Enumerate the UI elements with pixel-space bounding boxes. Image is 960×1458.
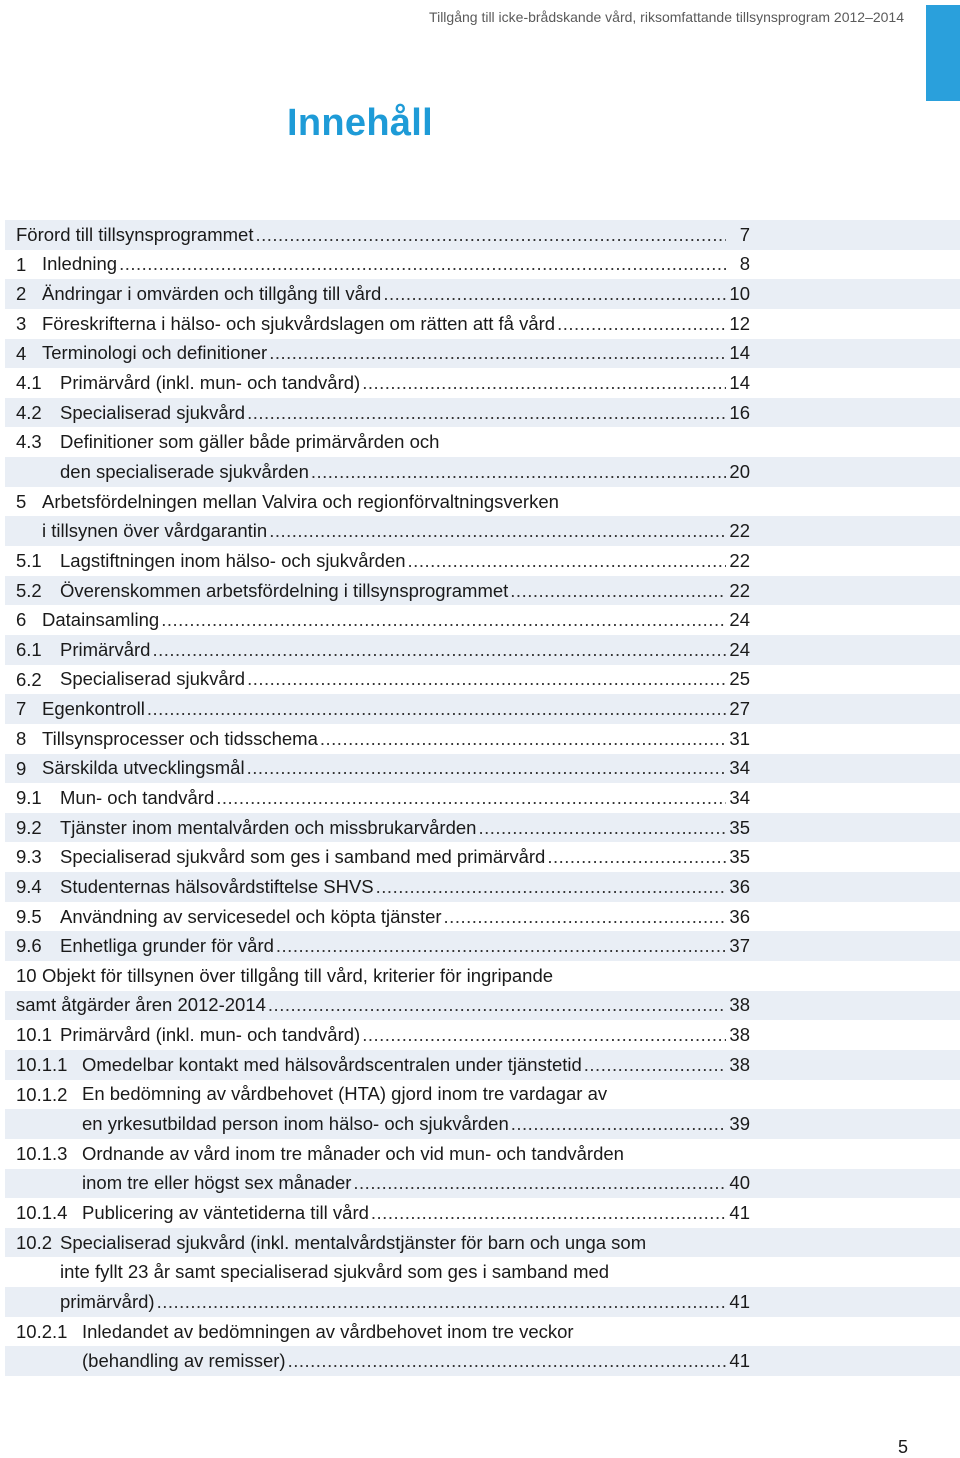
dot-leader bbox=[311, 461, 726, 483]
toc-page: 34 bbox=[729, 786, 750, 808]
toc-entry[interactable] bbox=[5, 635, 960, 665]
toc-entry[interactable] bbox=[5, 487, 960, 546]
toc-entry[interactable] bbox=[5, 250, 960, 280]
toc-title: Datainsamling bbox=[42, 609, 160, 631]
toc-line bbox=[5, 309, 960, 339]
dot-leader bbox=[362, 1024, 726, 1046]
toc-number: 8 bbox=[16, 727, 27, 749]
toc-number: 5.1 bbox=[16, 550, 42, 572]
toc-title: Ordnande av vård inom tre månader och vid mun- och tandvården bbox=[82, 1142, 624, 1164]
page-number: 5 bbox=[897, 1437, 908, 1457]
toc-entry[interactable] bbox=[5, 220, 960, 250]
toc-page: 35 bbox=[729, 846, 750, 868]
toc-title: Specialiserad sjukvård bbox=[60, 401, 246, 423]
toc-entry[interactable] bbox=[5, 576, 960, 606]
toc-line bbox=[5, 842, 960, 872]
toc-page: 22 bbox=[729, 579, 750, 601]
toc-title: Objekt för tillsynen över tillgång till vård, kriterier för ingripande bbox=[42, 964, 554, 986]
toc-line bbox=[5, 427, 960, 457]
toc-page: 22 bbox=[729, 520, 750, 542]
toc-line bbox=[5, 1287, 960, 1317]
toc-entry[interactable] bbox=[5, 724, 960, 754]
toc-number: 6.1 bbox=[16, 638, 42, 660]
dot-leader bbox=[161, 609, 726, 631]
dot-leader bbox=[247, 402, 726, 424]
toc-title: inom tre eller högst sex månader bbox=[82, 1172, 352, 1194]
toc-entry[interactable] bbox=[5, 783, 960, 813]
toc-number: 4.1 bbox=[16, 372, 42, 394]
dot-leader bbox=[269, 342, 726, 364]
dot-leader bbox=[362, 372, 726, 394]
toc-page: 25 bbox=[729, 668, 750, 690]
toc-number: 6.2 bbox=[16, 668, 42, 690]
toc-line bbox=[5, 1050, 960, 1080]
dot-leader bbox=[584, 1054, 726, 1076]
toc-number: 2 bbox=[16, 283, 27, 305]
toc-number: 10.2.1 bbox=[16, 1320, 68, 1342]
toc-entry[interactable] bbox=[5, 1317, 960, 1376]
dot-leader bbox=[408, 550, 726, 572]
dot-leader bbox=[353, 1172, 726, 1194]
toc-title: samt åtgärder åren 2012-2014 bbox=[16, 994, 266, 1016]
toc-entry[interactable] bbox=[5, 1020, 960, 1050]
toc-page: 14 bbox=[729, 372, 750, 394]
toc-number: 4.2 bbox=[16, 401, 42, 423]
dot-leader bbox=[376, 876, 726, 898]
toc-line bbox=[5, 1109, 960, 1139]
toc-title: Primärvård (inkl. mun- och tandvård) bbox=[60, 372, 361, 394]
toc-entry[interactable] bbox=[5, 842, 960, 872]
toc-number: 10 bbox=[16, 965, 37, 987]
toc-line bbox=[5, 339, 960, 369]
toc-page: 40 bbox=[729, 1172, 750, 1194]
toc-number: 10.1.4 bbox=[16, 1202, 68, 1224]
toc-page: 16 bbox=[729, 401, 750, 423]
toc-entry[interactable] bbox=[5, 754, 960, 784]
toc-title: Publicering av väntetiderna till vård bbox=[82, 1201, 369, 1223]
toc-line bbox=[5, 1257, 960, 1287]
toc-entry[interactable] bbox=[5, 665, 960, 695]
toc-line bbox=[5, 1020, 960, 1050]
toc-line bbox=[5, 872, 960, 902]
toc-title: inte fyllt 23 år samt specialiserad sjukvård som ges i samband med bbox=[60, 1261, 610, 1283]
toc-line bbox=[5, 961, 960, 991]
toc-entry[interactable] bbox=[5, 1080, 960, 1139]
toc-line bbox=[5, 368, 960, 398]
toc-page: 41 bbox=[729, 1290, 750, 1312]
toc-entry[interactable] bbox=[5, 694, 960, 724]
toc-title: Specialiserad sjukvård (inkl. mentalvårdstjänster för barn och unga som bbox=[60, 1231, 647, 1253]
toc-line bbox=[5, 1317, 960, 1347]
toc-number: 9.6 bbox=[16, 935, 42, 957]
toc-number: 1 bbox=[16, 253, 27, 275]
toc-page: 10 bbox=[729, 283, 750, 305]
toc-page: 38 bbox=[729, 1053, 750, 1075]
toc-number: 10.1 bbox=[16, 1024, 53, 1046]
toc-title: Enhetliga grunder för vård bbox=[60, 935, 274, 957]
toc-title: Studenternas hälsovårdstiftelse SHVS bbox=[60, 875, 374, 897]
toc-line bbox=[5, 1198, 960, 1228]
toc-line bbox=[5, 487, 960, 517]
toc-entry[interactable] bbox=[5, 931, 960, 961]
dot-leader bbox=[269, 520, 726, 542]
toc-line bbox=[5, 1080, 960, 1110]
toc-line bbox=[5, 457, 960, 487]
running-header: Tillgång till icke-brådskande vård, riksomfattande tillsynsprogram 2012–2014 bbox=[429, 9, 904, 25]
toc-line bbox=[5, 694, 960, 724]
toc-entry[interactable] bbox=[5, 309, 960, 339]
toc-entry[interactable] bbox=[5, 279, 960, 309]
toc-entry[interactable] bbox=[5, 813, 960, 843]
toc-title: en yrkesutbildad person inom hälso- och sjukvården bbox=[82, 1113, 509, 1135]
toc-line bbox=[5, 516, 960, 546]
dot-leader bbox=[119, 253, 726, 275]
toc-entry[interactable] bbox=[5, 902, 960, 932]
toc-number: 6 bbox=[16, 609, 27, 631]
dot-leader bbox=[247, 757, 726, 779]
toc-number: 10.1.3 bbox=[16, 1142, 68, 1164]
dot-leader bbox=[320, 728, 726, 750]
toc-entry[interactable] bbox=[5, 427, 960, 486]
toc-line bbox=[5, 1346, 960, 1376]
toc-title: Inledning bbox=[42, 253, 118, 275]
toc-title: Arbetsfördelningen mellan Valvira och regionförvaltningsverken bbox=[42, 490, 559, 512]
dot-leader bbox=[216, 787, 726, 809]
toc-page: 36 bbox=[729, 875, 750, 897]
toc-line bbox=[5, 665, 960, 695]
toc-line bbox=[5, 724, 960, 754]
dot-leader bbox=[147, 698, 726, 720]
toc-page: 24 bbox=[729, 609, 750, 631]
dot-leader bbox=[510, 580, 726, 602]
toc-page: 38 bbox=[729, 1024, 750, 1046]
toc-line bbox=[5, 783, 960, 813]
toc-page: 22 bbox=[729, 549, 750, 571]
dot-leader bbox=[152, 639, 726, 661]
toc-entry[interactable] bbox=[5, 1198, 960, 1228]
toc-line bbox=[5, 754, 960, 784]
toc-line bbox=[5, 635, 960, 665]
toc-page: 34 bbox=[729, 757, 750, 779]
toc-number: 4.3 bbox=[16, 431, 42, 453]
dot-leader bbox=[288, 1350, 726, 1372]
toc-entry[interactable] bbox=[5, 1050, 960, 1080]
toc-entry[interactable] bbox=[5, 961, 960, 1020]
toc-number: 10.1.1 bbox=[16, 1053, 68, 1075]
toc-title: den specialiserade sjukvården bbox=[60, 460, 309, 482]
dot-leader bbox=[383, 283, 726, 305]
toc-number: 10.2 bbox=[16, 1231, 53, 1253]
toc-page: 7 bbox=[739, 223, 750, 245]
toc-page: 24 bbox=[729, 638, 750, 660]
toc-entry[interactable] bbox=[5, 398, 960, 428]
toc-entry[interactable] bbox=[5, 546, 960, 576]
toc-title: Lagstiftningen inom hälso- och sjukvården bbox=[60, 549, 406, 571]
table-of-contents bbox=[5, 220, 960, 1376]
toc-line bbox=[5, 813, 960, 843]
toc-page: 41 bbox=[729, 1201, 750, 1223]
toc-title: primärvård) bbox=[60, 1290, 155, 1312]
toc-title: Primärvård (inkl. mun- och tandvård) bbox=[60, 1024, 361, 1046]
toc-page: 12 bbox=[729, 312, 750, 334]
toc-number: 5 bbox=[16, 490, 27, 512]
dot-leader bbox=[478, 817, 726, 839]
toc-title: Användning av servicesedel och köpta tjänster bbox=[60, 905, 442, 927]
toc-line bbox=[5, 576, 960, 606]
toc-page: 27 bbox=[729, 698, 750, 720]
toc-title: Överenskommen arbetsfördelning i tillsynsprogrammet bbox=[60, 579, 509, 601]
toc-title: Egenkontroll bbox=[42, 698, 145, 720]
toc-title: Inledandet av bedömningen av vårdbehovet inom tre veckor bbox=[82, 1320, 574, 1342]
toc-title: En bedömning av vårdbehovet (HTA) gjord inom tre vardagar av bbox=[82, 1083, 608, 1105]
toc-title: Primärvård bbox=[60, 638, 151, 660]
toc-title: Specialiserad sjukvård som ges i samband med primärvård bbox=[60, 846, 546, 868]
dot-leader bbox=[247, 668, 726, 690]
toc-number: 7 bbox=[16, 698, 27, 720]
dot-leader bbox=[444, 906, 726, 928]
dot-leader bbox=[268, 994, 726, 1016]
toc-line bbox=[5, 1139, 960, 1169]
toc-entry[interactable] bbox=[5, 1139, 960, 1198]
toc-number: 9 bbox=[16, 757, 27, 779]
dot-leader bbox=[255, 224, 726, 246]
toc-title: Tjänster inom mentalvården och missbrukarvården bbox=[60, 816, 477, 838]
toc-number: 9.5 bbox=[16, 905, 42, 927]
toc-entry[interactable] bbox=[5, 368, 960, 398]
toc-number: 9.2 bbox=[16, 816, 42, 838]
toc-line bbox=[5, 991, 960, 1021]
dot-leader bbox=[557, 313, 726, 335]
toc-title: Terminologi och definitioner bbox=[42, 342, 268, 364]
toc-title: i tillsynen över vårdgarantin bbox=[42, 520, 268, 542]
toc-page: 35 bbox=[729, 816, 750, 838]
toc-page: 8 bbox=[739, 253, 750, 275]
toc-page: 31 bbox=[729, 727, 750, 749]
toc-page: 41 bbox=[729, 1350, 750, 1372]
toc-line bbox=[5, 279, 960, 309]
toc-page: 37 bbox=[729, 935, 750, 957]
toc-page: 39 bbox=[729, 1113, 750, 1135]
dot-leader bbox=[371, 1202, 726, 1224]
toc-line bbox=[5, 902, 960, 932]
toc-line bbox=[5, 931, 960, 961]
toc-line bbox=[5, 398, 960, 428]
toc-title: Definitioner som gäller både primärvården och bbox=[60, 431, 440, 453]
toc-title: Särskilda utvecklingsmål bbox=[42, 757, 245, 779]
toc-page: 36 bbox=[729, 905, 750, 927]
toc-number: 9.3 bbox=[16, 846, 42, 868]
toc-entry[interactable] bbox=[5, 1228, 960, 1317]
toc-number: 4 bbox=[16, 342, 27, 364]
accent-tab bbox=[926, 5, 960, 101]
toc-title: Tillsynsprocesser och tidsschema bbox=[42, 727, 318, 749]
toc-title: Ändringar i omvärden och tillgång till vård bbox=[42, 283, 382, 305]
toc-line bbox=[5, 1228, 960, 1258]
toc-title: Förord till tillsynsprogrammet bbox=[16, 223, 254, 245]
toc-entry[interactable] bbox=[5, 605, 960, 635]
toc-line bbox=[5, 605, 960, 635]
toc-line bbox=[5, 220, 960, 250]
dot-leader bbox=[511, 1113, 726, 1135]
toc-line bbox=[5, 1169, 960, 1199]
toc-title: (behandling av remisser) bbox=[82, 1350, 286, 1372]
toc-entry[interactable] bbox=[5, 872, 960, 902]
toc-page: 20 bbox=[729, 460, 750, 482]
dot-leader bbox=[276, 935, 726, 957]
toc-page: 14 bbox=[729, 342, 750, 364]
toc-title: Mun- och tandvård bbox=[60, 786, 215, 808]
toc-entry[interactable] bbox=[5, 339, 960, 369]
dot-leader bbox=[157, 1291, 726, 1313]
toc-line bbox=[5, 250, 960, 280]
toc-line bbox=[5, 546, 960, 576]
toc-number: 9.1 bbox=[16, 787, 42, 809]
toc-number: 9.4 bbox=[16, 876, 42, 898]
toc-number: 10.1.2 bbox=[16, 1083, 68, 1105]
page-title: Innehåll bbox=[287, 102, 433, 144]
toc-number: 5.2 bbox=[16, 579, 42, 601]
toc-title: Specialiserad sjukvård bbox=[60, 668, 246, 690]
toc-title: Omedelbar kontakt med hälsovårdscentralen under tjänstetid bbox=[82, 1053, 582, 1075]
toc-title: Föreskrifterna i hälso- och sjukvårdslagen om rätten att få vård bbox=[42, 312, 556, 334]
dot-leader bbox=[547, 846, 726, 868]
toc-number: 3 bbox=[16, 312, 27, 334]
toc-page: 38 bbox=[729, 994, 750, 1016]
